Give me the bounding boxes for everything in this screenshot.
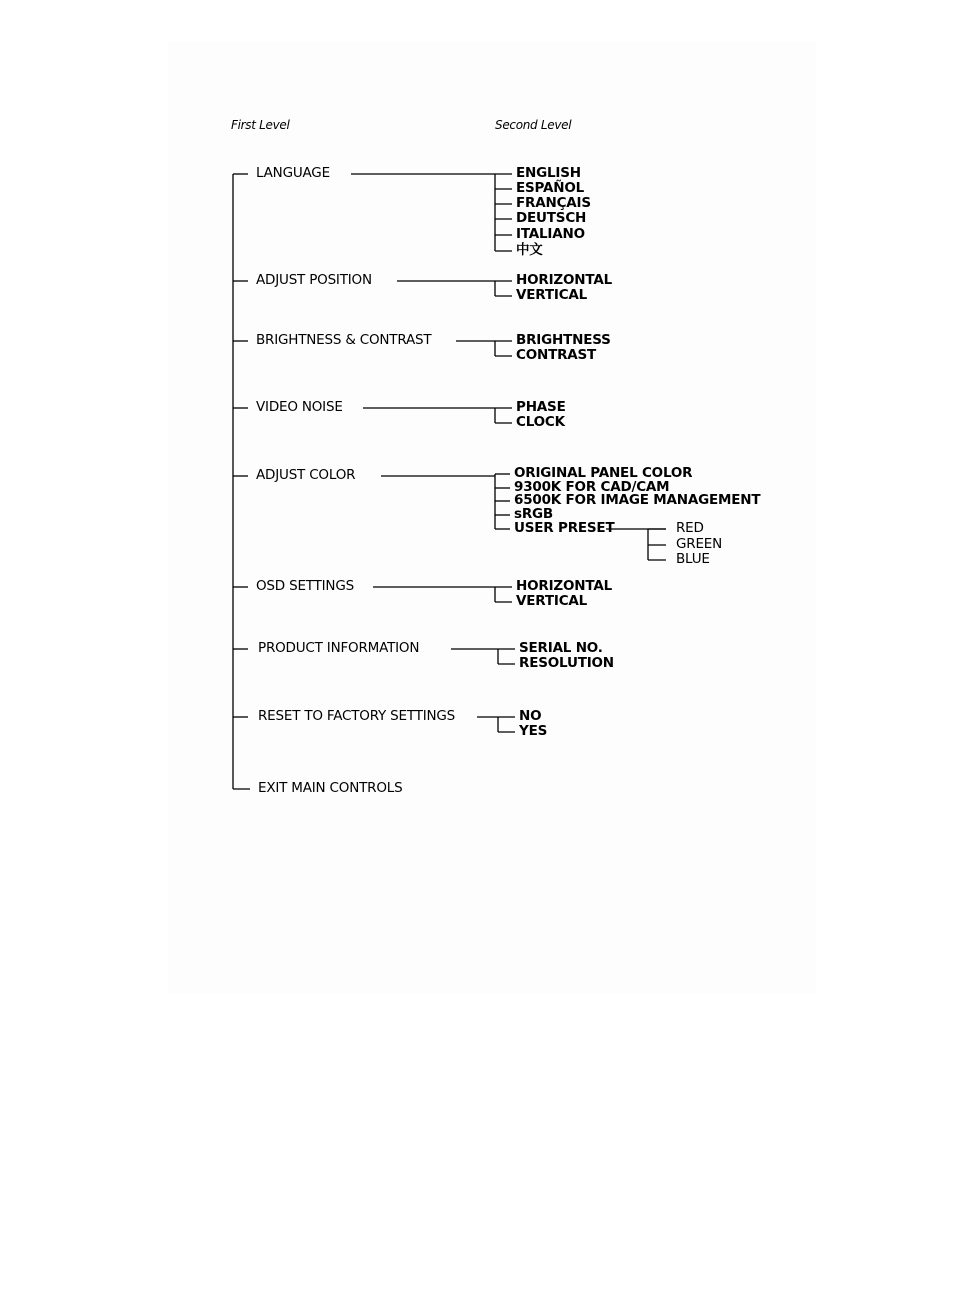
submenu-item: sRGB — [514, 506, 554, 522]
submenu-item: ITALIANO — [516, 226, 585, 242]
submenu-item: VERTICAL — [516, 287, 588, 303]
submenu-item: HORIZONTAL — [516, 578, 612, 594]
submenu-item: CLOCK — [516, 414, 565, 430]
submenu-item: 中文 — [516, 242, 543, 258]
submenu-item: HORIZONTAL — [516, 272, 612, 288]
menu-item-brightness-contrast: BRIGHTNESS & CONTRAST — [256, 332, 432, 348]
submenu-item: ENGLISH — [516, 165, 581, 181]
submenu-item: ESPAÑOL — [516, 180, 585, 196]
submenu-item: USER PRESET — [514, 520, 615, 536]
submenu-item: 6500K FOR IMAGE MANAGEMENT — [514, 492, 761, 508]
first-level-header: First Level — [231, 118, 290, 132]
submenu-item: VERTICAL — [516, 593, 588, 609]
menu-item-exit-main-controls: EXIT MAIN CONTROLS — [258, 780, 403, 796]
submenu-item: DEUTSCH — [516, 210, 587, 226]
user-preset-item: GREEN — [676, 536, 722, 552]
menu-item-osd-settings: OSD SETTINGS — [256, 578, 354, 594]
submenu-item: 9300K FOR CAD/CAM — [514, 479, 670, 495]
user-preset-item: BLUE — [676, 551, 710, 567]
second-level-header: Second Level — [495, 118, 572, 132]
submenu-item: NO — [519, 708, 542, 724]
menu-item-adjust-color: ADJUST COLOR — [256, 467, 356, 483]
menu-item-video-noise: VIDEO NOISE — [256, 399, 343, 415]
submenu-item: FRANÇAIS — [516, 195, 591, 211]
menu-item-adjust-position: ADJUST POSITION — [256, 272, 372, 288]
submenu-item: SERIAL NO. — [519, 640, 603, 656]
menu-item-reset-to-factory-settings: RESET TO FACTORY SETTINGS — [258, 708, 456, 724]
user-preset-item: RED — [676, 520, 704, 536]
submenu-item: BRIGHTNESS — [516, 332, 611, 348]
submenu-item: RESOLUTION — [519, 655, 614, 671]
menu-item-product-information: PRODUCT INFORMATION — [258, 640, 420, 656]
menu-item-language: LANGUAGE — [256, 165, 330, 181]
submenu-item: ORIGINAL PANEL COLOR — [514, 465, 693, 481]
submenu-item: YES — [519, 723, 548, 739]
submenu-item: PHASE — [516, 399, 566, 415]
submenu-item: CONTRAST — [516, 347, 597, 363]
